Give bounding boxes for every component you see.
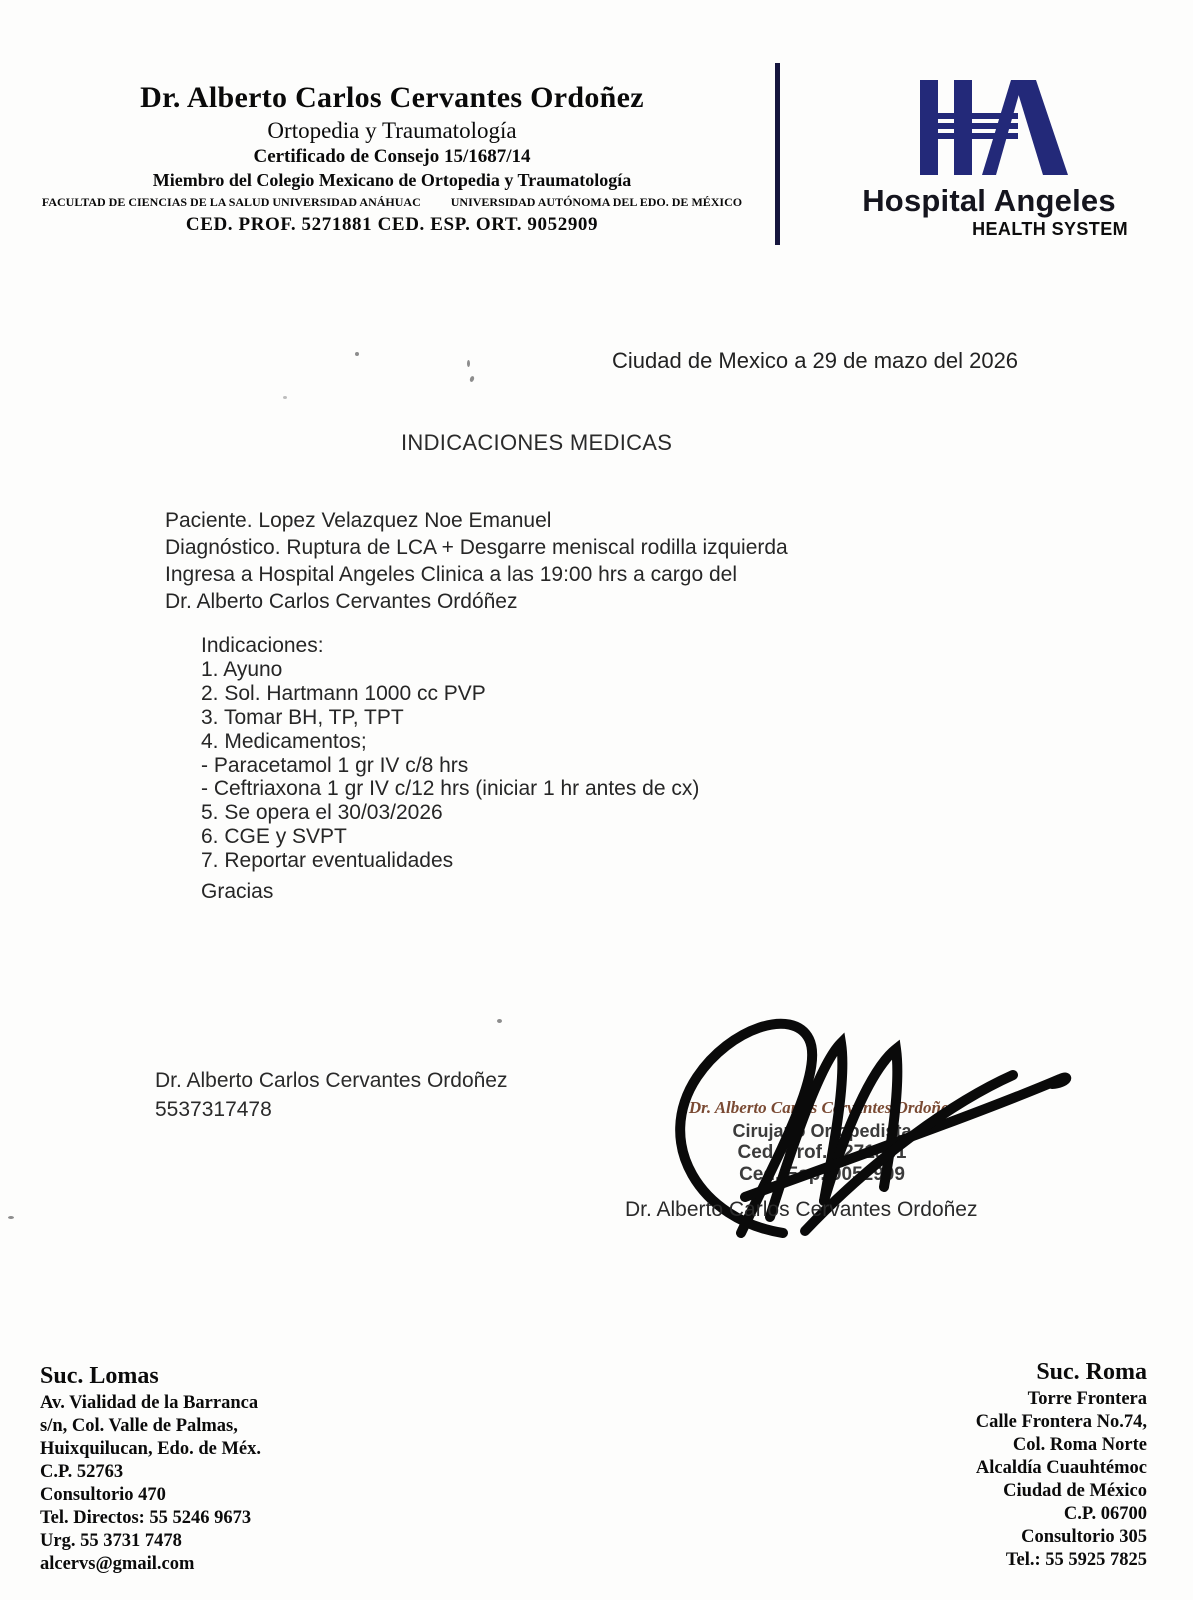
doctor-specialty: Ortopedia y Traumatología (267, 118, 517, 143)
indication-item: 3. Tomar BH, TP, TPT (201, 705, 404, 729)
closing-text: Gracias (201, 880, 274, 903)
hospital-tagline: HEALTH SYSTEM (972, 219, 1128, 239)
scan-speck (355, 352, 359, 356)
letterhead (42, 80, 742, 237)
faculty-right: UNIVERSIDAD AUTÓNOMA DEL EDO. DE MÉXICO (450, 195, 743, 209)
branch-line: Consultorio 470 (40, 1485, 166, 1505)
branch-roma-title: Suc. Roma (1036, 1359, 1147, 1385)
branch-line: Alcaldía Cuauhtémoc (975, 1458, 1147, 1478)
indication-item: 7. Reportar eventualidades (201, 849, 454, 873)
attending-doctor-line: Dr. Alberto Carlos Cervantes Ordóñez (165, 590, 518, 613)
signer-contact (155, 1066, 508, 1124)
indication-item: 4. Medicamentos; (201, 729, 367, 753)
indications-list (201, 634, 699, 873)
hospital-angeles-logo (838, 76, 1140, 240)
diagnosis-line: Diagnóstico. Ruptura de LCA + Desgarre meniscal rodilla izquierda (165, 536, 788, 559)
indication-item: 2. Sol. Hartmann 1000 cc PVP (201, 681, 486, 705)
indication-item: - Paracetamol 1 gr IV c/8 hrs (201, 753, 469, 777)
scan-speck (497, 1019, 502, 1023)
branch-line: Huixquilucan, Edo. de Méx. (40, 1439, 262, 1459)
branch-line: Calle Frontera No.74, (975, 1412, 1147, 1432)
scan-speck (467, 360, 470, 367)
header-divider (775, 63, 780, 245)
indication-item: - Ceftriaxona 1 gr IV c/12 hrs (iniciar 1 hr antes de cx) (201, 777, 700, 801)
document-title: INDICACIONES MEDICAS (401, 430, 673, 455)
branch-line: Ciudad de México (1003, 1481, 1147, 1501)
branch-line: Tel. Directos: 55 5246 9673 (40, 1508, 252, 1528)
stamp-cedula-prof: Ced. Prof. 5271881 (737, 1142, 907, 1163)
doctor-name: Dr. Alberto Carlos Cervantes Ordoñez (140, 81, 644, 114)
doctor-membership: Miembro del Colegio Mexicano de Ortopedia y Traumatología (152, 170, 632, 190)
typed-signature-name: Dr. Alberto Carlos Cervantes Ordoñez (625, 1198, 978, 1221)
scan-speck (469, 375, 475, 382)
indications-heading: Indicaciones: (201, 634, 324, 657)
branch-line: Urg. 55 3731 7478 (40, 1531, 182, 1551)
faculty-left: FACULTAD DE CIENCIAS DE LA SALUD UNIVERSIDAD ANÁHUAC (41, 195, 421, 209)
branch-line: Torre Frontera (1027, 1389, 1147, 1409)
scan-speck (283, 396, 287, 399)
signer-phone: 5537317478 (155, 1098, 272, 1121)
admission-line: Ingresa a Hospital Angeles Clinica a las 19:00 hrs a cargo del (165, 563, 738, 586)
doctor-faculties (42, 194, 742, 210)
scan-speck (8, 1216, 14, 1219)
branch-line: C.P. 52763 (40, 1462, 124, 1482)
patient-line: Paciente. Lopez Velazquez Noe Emanuel (165, 509, 552, 532)
branch-lomas (40, 1362, 261, 1576)
branch-roma (976, 1358, 1147, 1572)
indication-item: 6. CGE y SVPT (201, 825, 347, 849)
branch-line: Tel.: 55 5925 7825 (1005, 1550, 1147, 1570)
branch-line: C.P. 06700 (1063, 1504, 1147, 1524)
branch-line: Consultorio 305 (1021, 1527, 1147, 1547)
hospital-name: Hospital Angeles (862, 183, 1116, 218)
branch-lomas-title: Suc. Lomas (40, 1363, 159, 1389)
stamp-specialty: Cirujano Ortopedista (732, 1121, 912, 1141)
doctor-certificate: Certificado de Consejo 15/1687/14 (253, 146, 531, 167)
patient-info (165, 507, 788, 615)
hospital-angeles-monogram-icon (910, 76, 1068, 180)
date-line: Ciudad de Mexico a 29 de mazo del 2026 (612, 348, 1019, 373)
signer-name: Dr. Alberto Carlos Cervantes Ordoñez (155, 1069, 508, 1092)
stamp-cedula-esp: Ced. Esp. 9052909 (739, 1164, 905, 1185)
indication-item: 1. Ayuno (201, 657, 283, 681)
branch-line: s/n, Col. Valle de Palmas, (40, 1416, 238, 1436)
indication-item: 5. Se opera el 30/03/2026 (201, 801, 443, 825)
doctor-cedulas: CED. PROF. 5271881 CED. ESP. ORT. 9052909 (185, 214, 599, 235)
branch-line: Av. Vialidad de la Barranca (40, 1393, 259, 1413)
branch-line: Col. Roma Norte (1012, 1435, 1147, 1455)
stamp-doctor-name: Dr. Alberto Carlos Cervantes Ordoñez (688, 1098, 956, 1117)
branch-email: alcervs@gmail.com (40, 1554, 195, 1574)
